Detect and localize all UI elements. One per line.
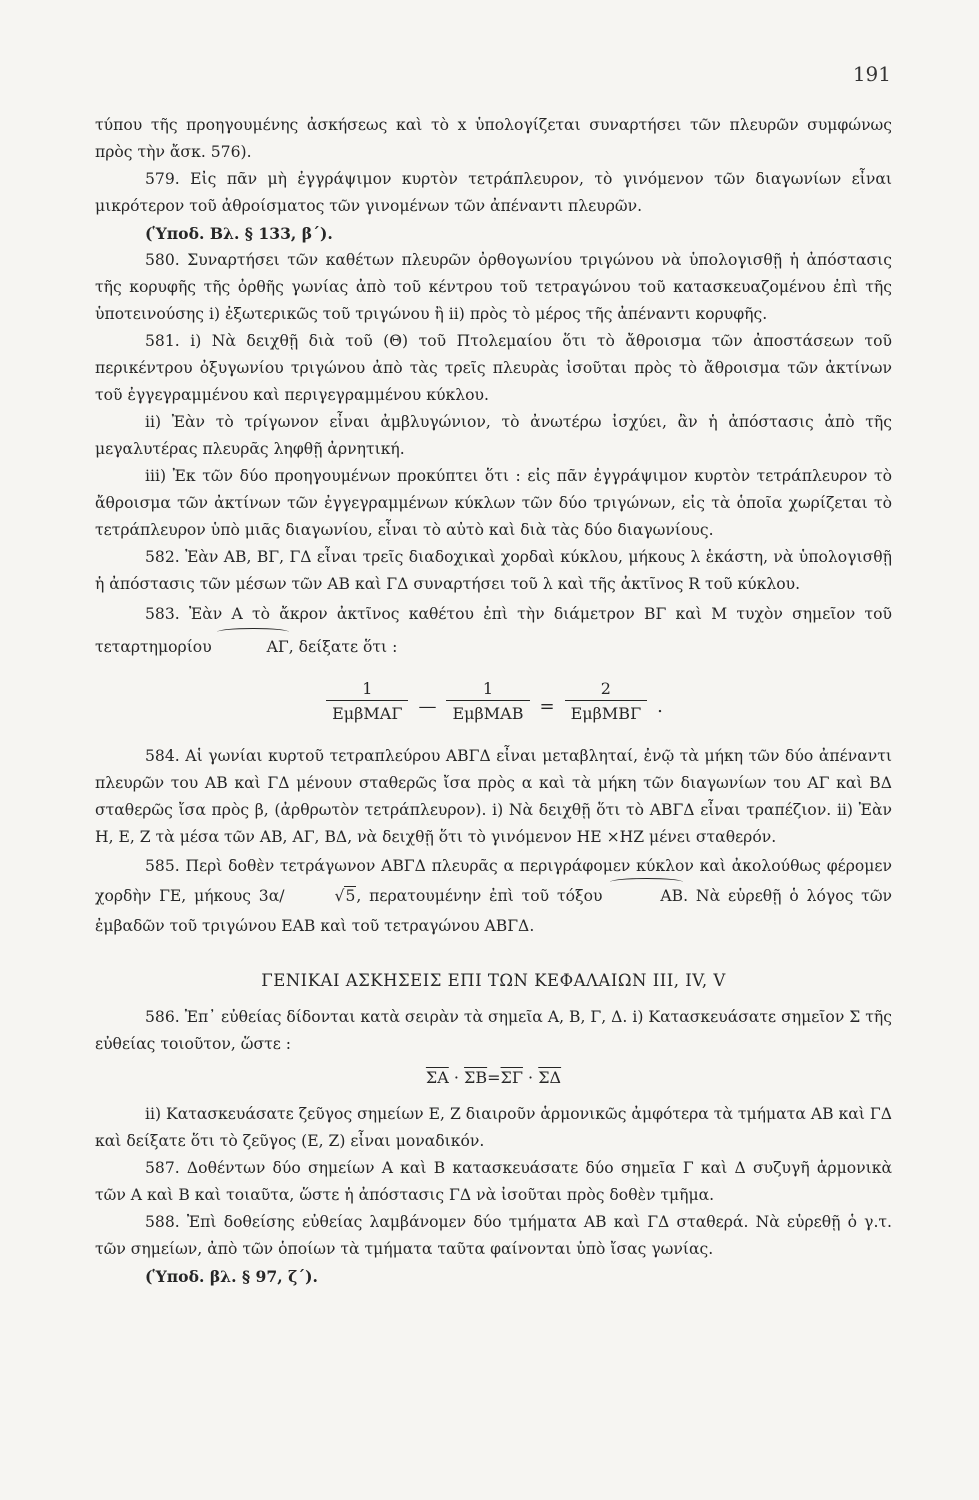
fraction-3-denominator: ΕμβΜΒΓ (565, 700, 648, 725)
radicand: 5 (345, 887, 356, 905)
exercise-584: 584. Αἱ γωνίαι κυρτοῦ τετραπλεύρου ΑΒΓΔ εἶναι μεταβληταί, ἐνῷ τὰ μήκη τῶν δύο ἀπέναντι πλευρῶν του ΑΒ καὶ ΓΔ μένουν σταθερῶς ἴσα πρὸς α καὶ τὰ μήκη τῶν διαγωνίων του ΑΓ καὶ ΒΔ σταθερῶς ἴσα πρὸς β, (ἀρθρωτὸν τετράπλευρον). i) Νὰ δειχθῇ ὅτι τὸ ΑΒΓΔ εἶναι τραπέζιον. ii) Ἐὰν Η, Ε, Ζ τὰ μέσα τῶν ΑΒ, ΑΓ, ΒΔ, νὰ δειχθῇ ὅτι τὸ γινόμενον ΗΕ ×ΗΖ μένει σταθερόν. (95, 747, 892, 846)
exercise-581-ii: ii) Ἐὰν τὸ τρίγωνον εἶναι ἀμβλυγώνιον, τὸ ἀνωτέρω ἰσχύει, ἂν ἡ ἀπόστασις ἀπὸ τῆς μεγαλυτέρας πλευρᾶς ληφθῇ ἀρνητική. (95, 413, 892, 458)
formula-583 (95, 678, 892, 725)
square-root (285, 881, 357, 911)
exercise-586-ii: ii) Κατασκευάσατε ζεῦγος σημείων Ε, Ζ διαιροῦν ἁρμονικῶς ἀμφότερα τὰ τμήματα ΑΒ καὶ ΓΔ καὶ δείξατε ὅτι τὸ ζεῦγος (Ε, Ζ) εἶναι μοναδικόν. (95, 1105, 892, 1150)
equals-sign: = (539, 696, 555, 717)
fraction-1 (326, 678, 408, 725)
dot-1: · (448, 1068, 465, 1087)
exercise-583-text-b: , δείξατε ὅτι : (288, 638, 398, 656)
segment-SB: $\overline{\Sigma B}$ (464, 1068, 488, 1087)
segment-SG: $\overline{\Sigma\Gamma}$ (500, 1068, 523, 1087)
exercise-579: 579. Εἰς πᾶν μὴ ἐγγράψιμον κυρτὸν τετράπλευρον, τὸ γινόμενον τῶν διαγωνίων εἶναι μικρότερον τοῦ ἀθροίσματος τῶν γινομένων τῶν ἀπέναντι πλευρῶν. (95, 170, 892, 215)
fraction-2-denominator: ΕμβΜΑΒ (446, 700, 529, 725)
exercise-588-hint: (Ὑποδ. βλ. § 97, ζ΄). (145, 1267, 318, 1286)
fraction-1-numerator: 1 (362, 679, 373, 698)
paragraph-intro: τύπου τῆς προηγουμένης ἀσκήσεως καὶ τὸ x ὑπολογίζεται συναρτήσει τῶν πλευρῶν συμφώνως πρὸς τὴν ἄσκ. 576). (95, 116, 892, 161)
minus-sign: — (418, 696, 437, 717)
exercise-580: 580. Συναρτήσει τῶν καθέτων πλευρῶν ὀρθογωνίου τριγώνου νὰ ὑπολογισθῇ ἡ ἀπόστασις τῆς κορυφῆς τῆς ὀρθῆς γωνίας ἀπὸ τοῦ κέντρου τοῦ τετραγώνου τοῦ κατασκευαζομένου ἐπὶ τῆς ὑποτεινούσης i) ἐξωτερικῶς τοῦ τριγώνου ἢ ii) πρὸς τὸ μέρος τῆς ἀπέναντι κορυφῆς. (95, 251, 892, 323)
page-body (95, 112, 892, 1290)
exercise-585-text-b: , περατουμένην ἐπὶ τοῦ τόξου (356, 887, 603, 905)
formula-586 (95, 1064, 892, 1091)
formula-period: . (657, 696, 663, 717)
arc-AB: ΑΒ (610, 881, 683, 911)
fraction-2-numerator: 1 (482, 679, 494, 698)
exercise-585 (95, 851, 892, 941)
exercise-583-text-a: 583. Ἐὰν Α τὸ ἄκρον ἀκτῖνος καθέτου ἐπὶ τὴν διάμετρον ΒΓ καὶ Μ τυχὸν σημεῖον τοῦ τεταρτημορίου (95, 605, 892, 656)
segment-SA: $\overline{\Sigma A}$ (425, 1068, 449, 1087)
exercise-588: 588. Ἐπὶ δοθείσης εὐθείας λαμβάνομεν δύο τμήματα ΑΒ καὶ ΓΔ σταθερά. Νὰ εὑρεθῇ ὁ γ.τ. τῶν σημείων, ἀπὸ τῶν ὁποίων τὰ τμήματα ταῦτα φαίνονται ὑπὸ ἴσας γωνίας. (95, 1213, 892, 1258)
exercise-586-i: 586. Ἐπ᾽ εὐθείας δίδονται κατὰ σειρὰν τὰ σημεῖα Α, Β, Γ, Δ. i) Κατασκευάσατε σημεῖον Σ τῆς εὐθείας τοιοῦτον, ὥστε : (95, 1008, 892, 1053)
segment-SD: $\overline{\Sigma\Delta}$ (538, 1068, 562, 1087)
page-number: 191 (852, 62, 891, 86)
fraction-2 (446, 678, 529, 725)
section-heading: ΓΕΝΙΚΑΙ ΑΣΚΗΣΕΙΣ ΕΠΙ ΤΩΝ ΚΕΦΑΛΑΙΩΝ III, IV, V (261, 971, 726, 990)
fraction-3 (565, 678, 648, 725)
fraction-1-denominator: ΕμβΜΑΓ (326, 700, 408, 725)
dot-2: · (522, 1068, 539, 1087)
exercise-585-text-c: . Νὰ εὑρεθῇ ὁ λόγος τῶν ἐμβαδῶν τοῦ τριγώνου ΕΑΒ καὶ τοῦ τετραγώνου ΑΒΓΔ. (95, 887, 893, 935)
exercise-587: 587. Δοθέντων δύο σημείων Α καὶ Β κατασκευάσατε δύο σημεῖα Γ καὶ Δ συζυγῆ ἁρμονικὰ τῶν Α καὶ Β καὶ τοιαῦτα, ὥστε ἡ ἀπόστασις ΓΔ νὰ ἰσοῦται πρὸς δοθὲν τμῆμα. (95, 1159, 892, 1204)
exercise-585-text-a: 585. Περὶ δοθὲν τετράγωνον ΑΒΓΔ πλευρᾶς α περιγράφομεν κύκλον καὶ ἀκολούθως φέρομεν χορδὴν ΓΕ, μήκους 3α/ (95, 857, 892, 905)
exercise-581-i: 581. i) Νὰ δειχθῇ διὰ τοῦ (Θ) τοῦ Πτολεμαίου ὅτι τὸ ἄθροισμα τῶν ἀποστάσεων τοῦ περικέντρου ὀξυγωνίου τριγώνου ἀπὸ τὰς τρεῖς πλευρὰς ἰσοῦται πρὸς τὸ ἄθροισμα τῶν ἀκτίνων τοῦ ἐγγεγραμμένου καὶ περιγεγραμμένου κύκλου. (95, 332, 892, 404)
arc-AG: ΑΓ (217, 631, 289, 664)
exercise-579-hint: (Ὑποδ. Βλ. § 133, β΄). (145, 224, 333, 243)
exercise-581-iii: iii) Ἐκ τῶν δύο προηγουμένων προκύπτει ὅτι : εἰς πᾶν ἐγγράψιμον κυρτὸν τετράπλευρον τὸ ἄθροισμα τῶν ἀκτίνων τῶν ἐγγεγραμμένων κύκλων τῶν δύο τριγώνων, εἰς τὰ ὁποῖα χωρίζεται τὸ τετράπλευρον ὑπὸ μιᾶς διαγωνίου, εἶναι τὸ αὐτὸ καὶ διὰ τὰς δύο διαγωνίους. (95, 467, 892, 539)
exercise-583 (95, 598, 892, 664)
equals: = (487, 1068, 501, 1087)
fraction-3-numerator: 2 (600, 679, 611, 698)
radical-sign: √ (334, 887, 345, 905)
exercise-582: 582. Ἐὰν ΑΒ, ΒΓ, ΓΔ εἶναι τρεῖς διαδοχικαὶ χορδαὶ κύκλου, μήκους λ ἑκάστη, νὰ ὑπολογισθῇ ἡ ἀπόστασις τῶν μέσων τῶν ΑΒ καὶ ΓΔ συναρτήσει τοῦ λ καὶ τῆς ἀκτῖνος R τοῦ κύκλου. (95, 548, 892, 593)
